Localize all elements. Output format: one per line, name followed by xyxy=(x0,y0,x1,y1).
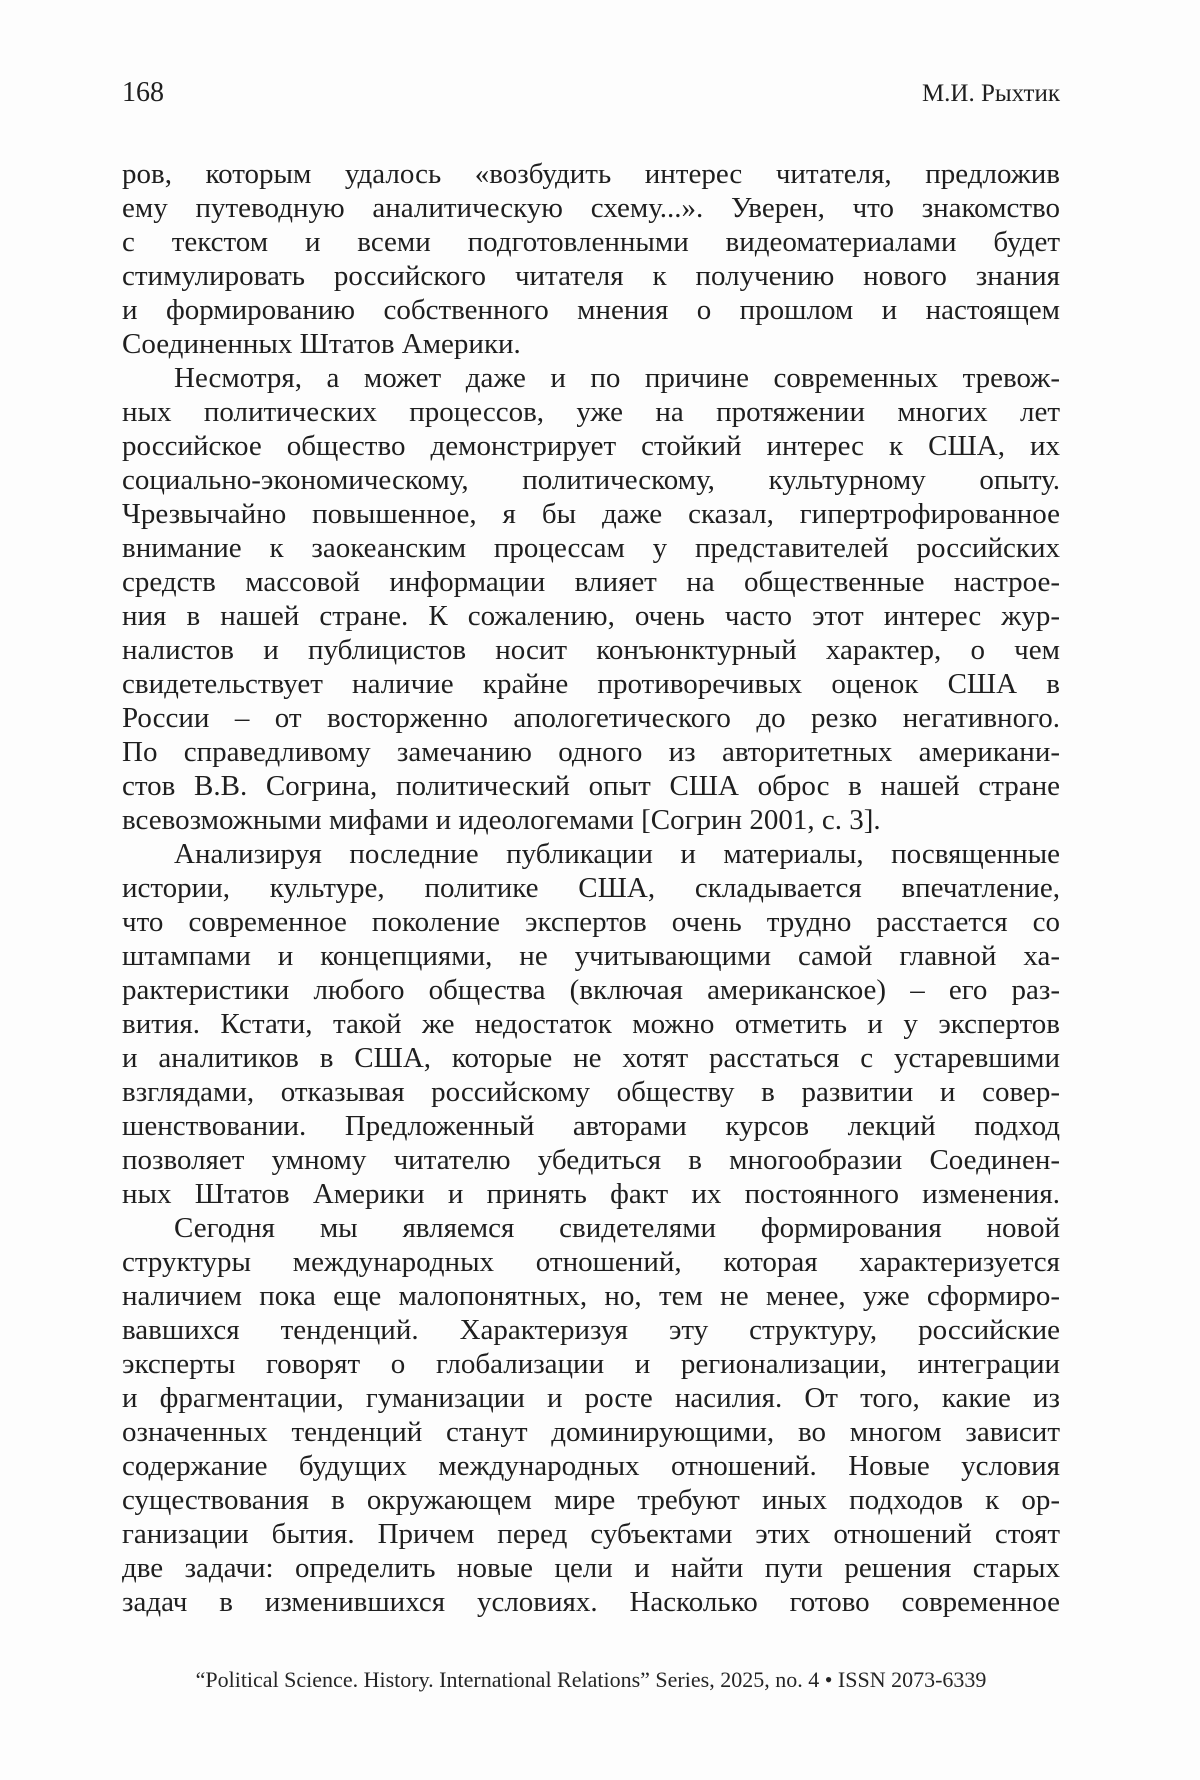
text-line: ров, которым удалось «возбудить интерес читателя, предложив xyxy=(122,158,1060,190)
text-line: ему путеводную аналитическую схему...». Уверен, что знакомство xyxy=(122,192,1060,224)
text-line: что современное поколение экспертов очень трудно расстается со xyxy=(122,906,1060,938)
text-line: шенствовании. Предложенный авторами курсов лекций подход xyxy=(122,1110,1060,1142)
text-body xyxy=(122,157,1060,1619)
running-head-author: М.И. Рыхтик xyxy=(921,80,1060,107)
text-line: российское общество демонстрирует стойкий интерес к США, их xyxy=(122,430,1060,462)
text-line: Чрезвычайно повышенное, я бы даже сказал, гипертрофированное xyxy=(122,498,1060,530)
text-line: внимание к заокеанским процессам у представителей российских xyxy=(122,532,1060,564)
text-line: Сегодня мы являемся свидетелями формирования новой xyxy=(174,1212,1060,1244)
text-line: наличием пока еще малопонятных, но, тем не менее, уже сформиро- xyxy=(122,1280,1060,1312)
text-line: Анализируя последние публикации и материалы, посвященные xyxy=(174,838,1060,870)
text-line: с текстом и всеми подготовленными видеоматериалами будет xyxy=(122,226,1060,258)
text-line: По справедливому замечанию одного из авторитетных американи- xyxy=(122,736,1060,768)
text-line: рактеристики любого общества (включая американское) – его раз- xyxy=(122,974,1060,1006)
text-line: ных Штатов Америки и принять факт их постоянного изменения. xyxy=(122,1178,1060,1210)
text-line: истории, культуре, политике США, складывается впечатление, xyxy=(122,872,1060,904)
text-line: задач в изменившихся условиях. Насколько готово современное xyxy=(122,1586,1060,1618)
text-line: социально-экономическому, политическому, культурному опыту. xyxy=(122,464,1060,496)
text-line: ных политических процессов, уже на протяжении многих лет xyxy=(122,396,1060,428)
page-footer xyxy=(122,1666,1060,1694)
text-line: налистов и публицистов носит конъюнктурный характер, о чем xyxy=(122,634,1060,666)
text-line: содержание будущих международных отношений. Новые условия xyxy=(122,1450,1060,1482)
text-line: стов В.В. Согрина, политический опыт США оброс в нашей стране xyxy=(122,770,1060,802)
text-line: структуры международных отношений, которая характеризуется xyxy=(122,1246,1060,1278)
footer-text: “Political Science. History. International Relations” Series, 2025, no. 4 • ISSN 2073-6339 xyxy=(195,1667,987,1692)
text-line: ния в нашей стране. К сожалению, очень часто этот интерес жур- xyxy=(122,600,1060,632)
text-line: вавшихся тенденций. Характеризуя эту структуру, российские xyxy=(122,1314,1060,1346)
text-line: две задачи: определить новые цели и найти пути решения старых xyxy=(122,1552,1060,1584)
text-line: вития. Кстати, такой же недостаток можно отметить и у экспертов xyxy=(122,1008,1060,1040)
page-number: 168 xyxy=(122,77,164,108)
text-line: и фрагментации, гуманизации и росте насилия. От того, какие из xyxy=(122,1382,1060,1414)
text-line: Соединенных Штатов Америки. xyxy=(122,328,521,360)
text-line: существования в окружающем мире требуют иных подходов к ор- xyxy=(122,1484,1060,1516)
text-line: Несмотря, а может даже и по причине современных тревож- xyxy=(174,362,1060,394)
text-line: и аналитиков в США, которые не хотят расстаться с устаревшими xyxy=(122,1042,1060,1074)
text-line: эксперты говорят о глобализации и регионализации, интеграции xyxy=(122,1348,1060,1380)
running-header xyxy=(122,76,1060,111)
text-line: позволяет умному читателю убедиться в многообразии Соединен- xyxy=(122,1144,1060,1176)
text-line: всевозможными мифами и идеологемами [Согрин 2001, с. 3]. xyxy=(122,804,881,836)
text-line: средств массовой информации влияет на общественные настрое- xyxy=(122,566,1060,598)
text-line: и формированию собственного мнения о прошлом и настоящем xyxy=(122,294,1060,326)
text-line: России – от восторженно апологетического до резко негативного. xyxy=(122,702,1060,734)
text-line: означенных тенденций станут доминирующими, во многом зависит xyxy=(122,1416,1060,1448)
text-line: взглядами, отказывая российскому обществу в развитии и совер- xyxy=(122,1076,1060,1108)
text-line: свидетельствует наличие крайне противоречивых оценок США в xyxy=(122,668,1060,700)
text-line: стимулировать российского читателя к получению нового знания xyxy=(122,260,1060,292)
text-line: ганизации бытия. Причем перед субъектами этих отношений стоят xyxy=(122,1518,1060,1550)
text-line: штампами и концепциями, не учитывающими самой главной ха- xyxy=(122,940,1060,972)
